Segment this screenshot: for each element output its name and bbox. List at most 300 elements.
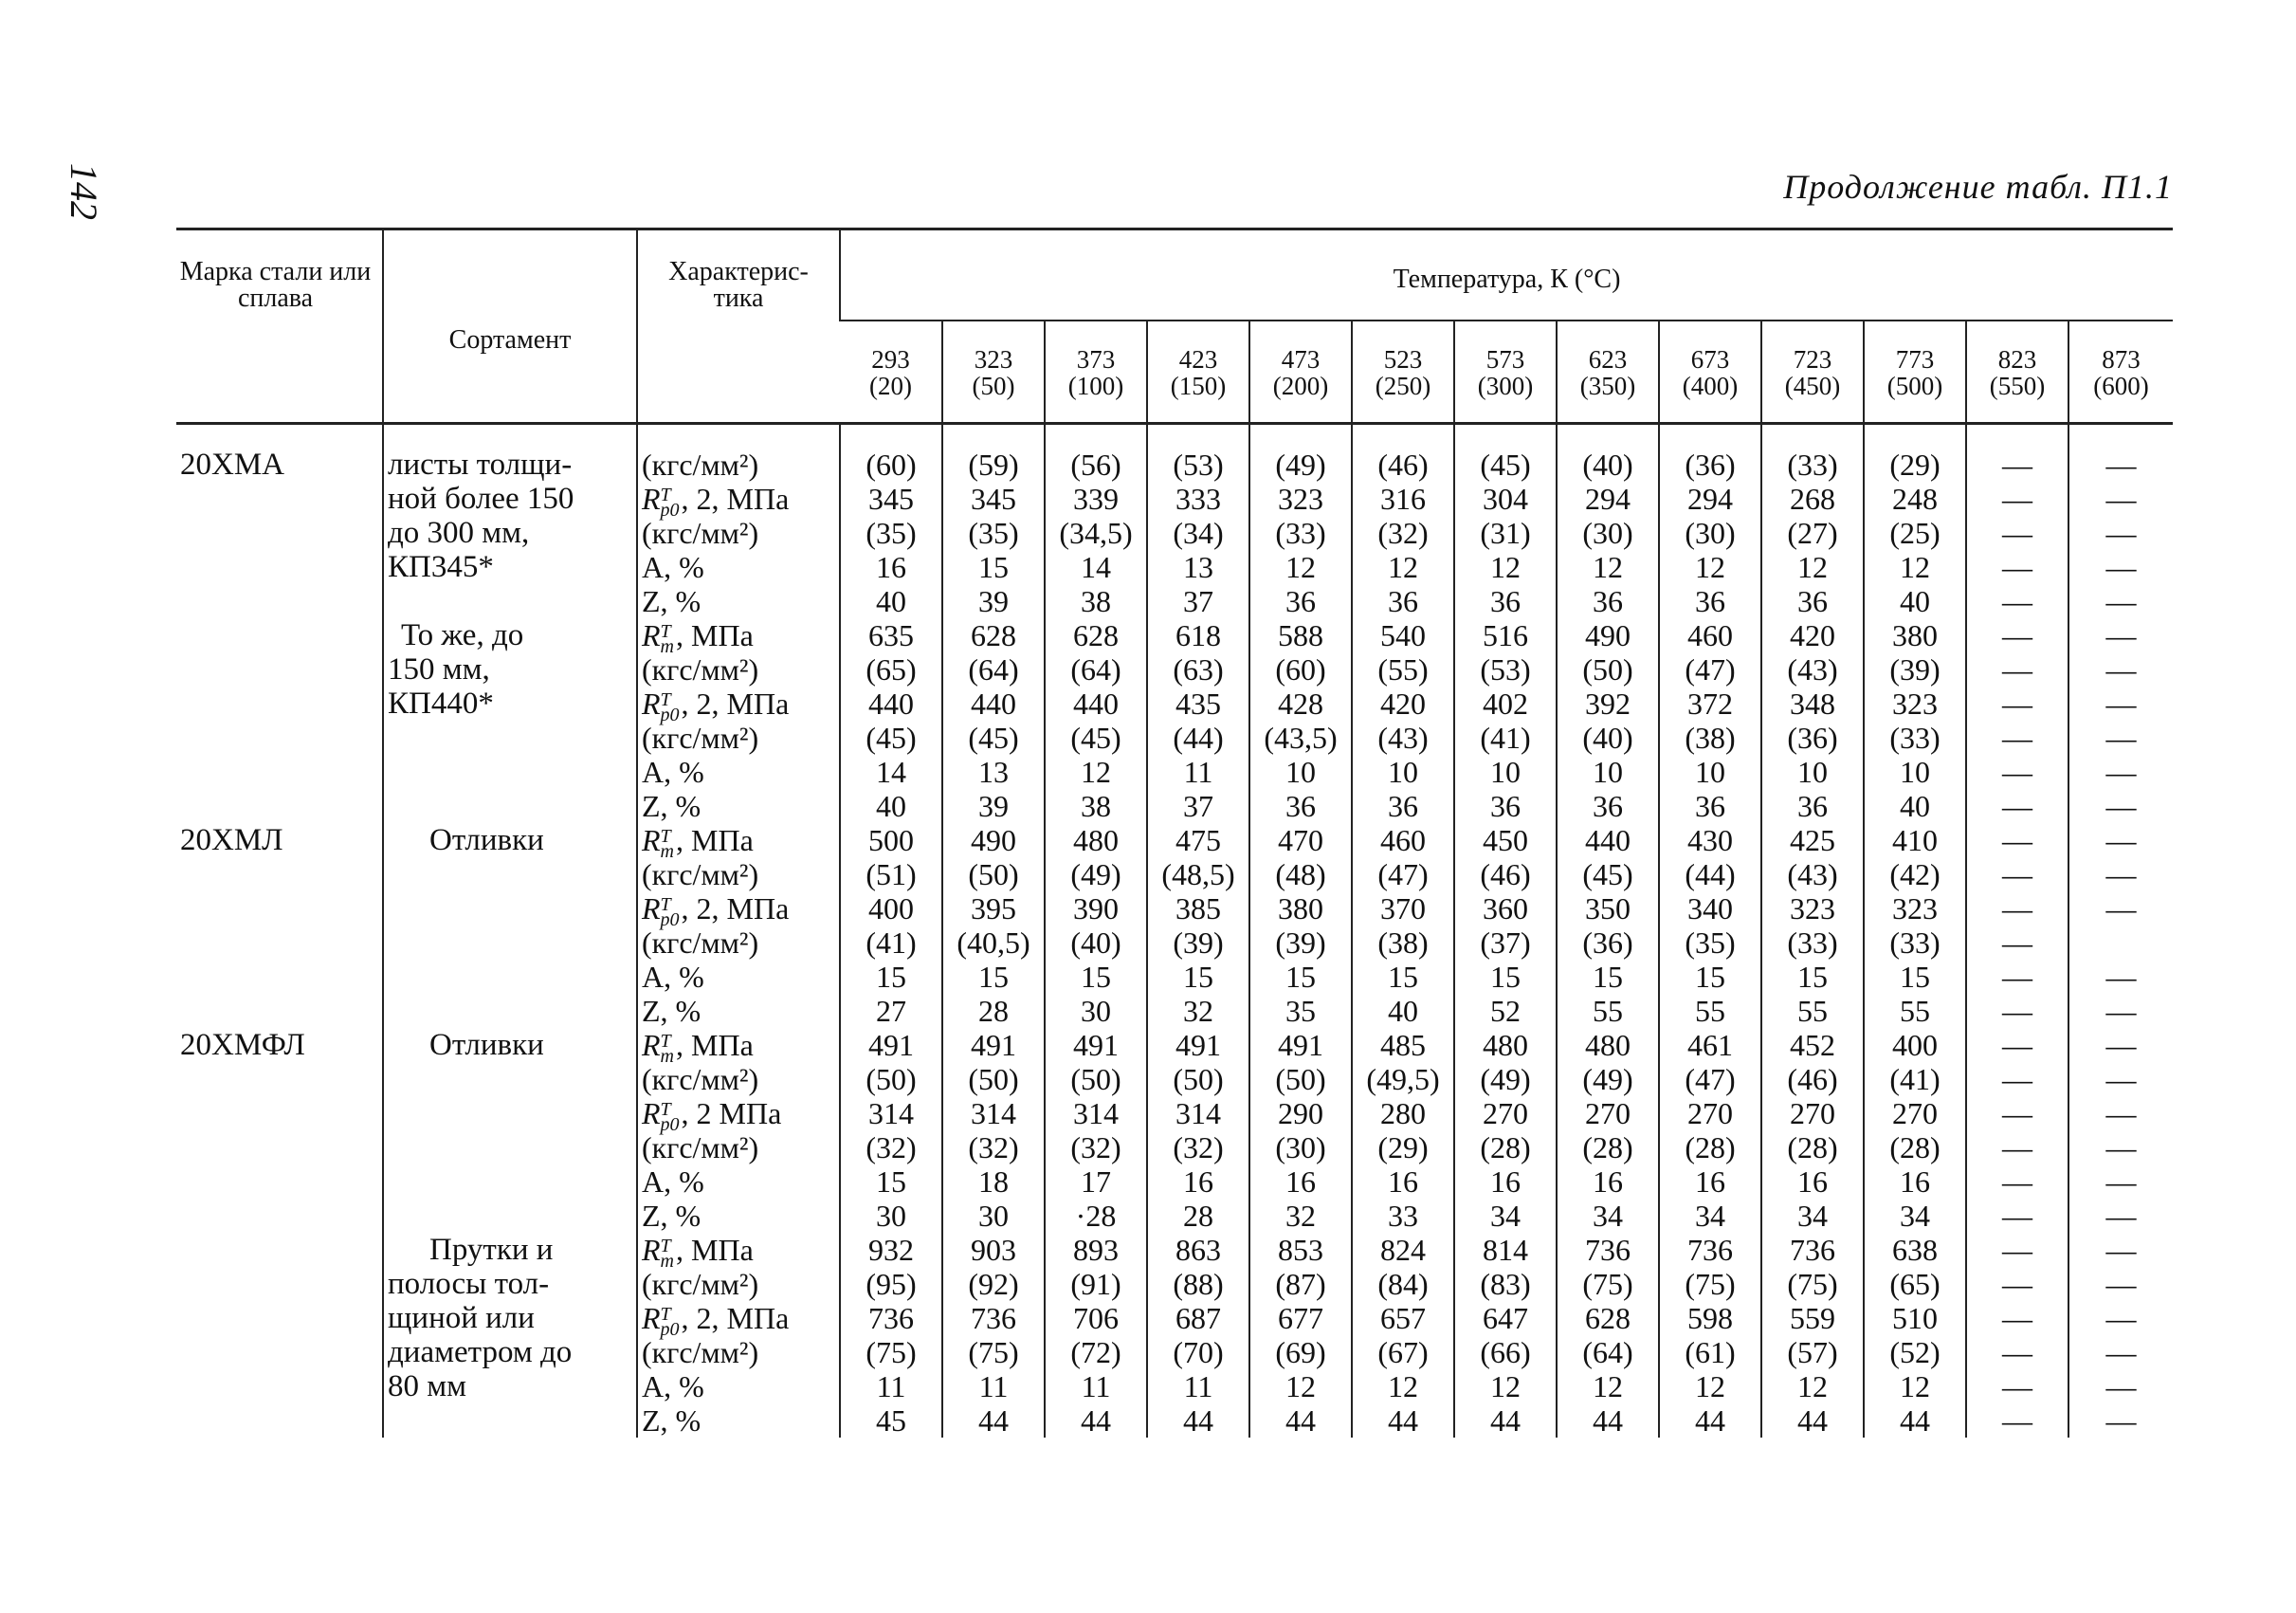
- value-cell: 280: [1380, 1096, 1426, 1130]
- value-cell: (37): [1480, 926, 1531, 960]
- value-cell: 314: [1073, 1096, 1119, 1130]
- value-cell: —: [2002, 1096, 2032, 1130]
- value-cell: (41): [1889, 1062, 1941, 1096]
- value-cell: 323: [1892, 687, 1938, 721]
- value-cell: (31): [1480, 516, 1531, 550]
- value-cell: 12: [1388, 1369, 1418, 1403]
- value-cell: (75): [866, 1335, 917, 1369]
- temperature-kelvin: 373: [1076, 345, 1116, 374]
- value-cell: 372: [1687, 687, 1733, 721]
- value-cell: —: [2105, 482, 2137, 516]
- value-cell: 687: [1175, 1301, 1221, 1335]
- value-cell: 15: [1388, 960, 1418, 994]
- characteristic-cell: Z, %: [642, 994, 702, 1028]
- value-cell: (42): [1889, 857, 1941, 891]
- value-cell: (45): [1070, 721, 1121, 755]
- value-cell: (43): [1377, 721, 1429, 755]
- value-cell: 863: [1175, 1233, 1221, 1267]
- value-cell: (75): [1582, 1267, 1633, 1301]
- value-cell: 55: [1900, 994, 1930, 1028]
- header-temperature: [1557, 321, 1659, 424]
- value-cell: (33): [1787, 448, 1838, 482]
- value-cell: —: [2105, 1369, 2137, 1403]
- value-cell: 647: [1483, 1301, 1528, 1335]
- value-cell: 34: [1797, 1199, 1828, 1233]
- value-cell: —: [2105, 721, 2137, 755]
- value-cell: 270: [1687, 1096, 1733, 1130]
- table-continuation-caption: Продолжение табл. П1.1: [1783, 168, 2173, 206]
- value-cell: 420: [1380, 687, 1426, 721]
- header-product: [383, 229, 637, 424]
- value-cell: 340: [1687, 891, 1733, 926]
- value-cell: (50): [1173, 1062, 1224, 1096]
- value-cell: 475: [1175, 823, 1221, 857]
- temperature-celsius: (600): [2093, 372, 2149, 400]
- value-cell: 10: [1388, 755, 1418, 789]
- value-cell: (72): [1070, 1335, 1121, 1369]
- value-cell: 44: [1900, 1403, 1930, 1438]
- value-cell: 15: [1695, 960, 1725, 994]
- value-cell: 516: [1483, 618, 1528, 652]
- value-cell: 12: [1900, 550, 1930, 584]
- value-cell: 270: [1585, 1096, 1631, 1130]
- characteristic-cell: (кгс/мм²): [642, 448, 759, 482]
- value-cell: (35): [866, 516, 917, 550]
- value-cell: —: [2105, 1028, 2137, 1062]
- value-cell: (46): [1787, 1062, 1838, 1096]
- header-temperature: [942, 321, 1045, 424]
- value-cell: 18: [978, 1164, 1009, 1199]
- value-cell: (41): [1480, 721, 1531, 755]
- value-cell: (92): [968, 1267, 1019, 1301]
- value-cell: (64): [968, 652, 1019, 687]
- value-cell: —: [2105, 823, 2137, 857]
- value-cell: —: [2002, 721, 2032, 755]
- value-cell: (49): [1582, 1062, 1633, 1096]
- characteristic-cell: R T p0 , 2, МПа: [642, 482, 790, 521]
- value-cell: 333: [1175, 482, 1221, 516]
- value-cell: (61): [1685, 1335, 1736, 1369]
- characteristic-cell: Z, %: [642, 1403, 702, 1438]
- value-cell: 52: [1490, 994, 1521, 1028]
- value-cell: 932: [868, 1233, 914, 1267]
- value-cell: 420: [1790, 618, 1835, 652]
- value-cell: 10: [1285, 755, 1316, 789]
- value-cell: 36: [1593, 584, 1623, 618]
- value-cell: 12: [1490, 1369, 1521, 1403]
- value-cell: (40): [1582, 448, 1633, 482]
- value-cell: 12: [1593, 1369, 1623, 1403]
- value-cell: 12: [1490, 550, 1521, 584]
- value-cell: 706: [1073, 1301, 1119, 1335]
- value-cell: (30): [1582, 516, 1633, 550]
- temperature-celsius: (50): [972, 372, 1015, 400]
- value-cell: 15: [1183, 960, 1213, 994]
- value-cell: 44: [978, 1403, 1009, 1438]
- value-cell: 12: [1593, 550, 1623, 584]
- value-cell: —: [2002, 516, 2032, 550]
- value-cell: 304: [1483, 482, 1528, 516]
- value-cell: 491: [971, 1028, 1016, 1062]
- value-cell: 35: [1285, 994, 1316, 1028]
- value-cell: (48,5): [1161, 857, 1235, 891]
- value-cell: 385: [1175, 891, 1221, 926]
- temperature-kelvin: 573: [1485, 345, 1525, 374]
- characteristic-cell: (кгс/мм²): [642, 1130, 759, 1164]
- characteristic-cell: A, %: [642, 1369, 704, 1403]
- temperature-kelvin: 323: [974, 345, 1013, 374]
- value-cell: 38: [1081, 789, 1111, 823]
- value-cell: —: [2002, 1267, 2032, 1301]
- value-cell: 657: [1380, 1301, 1426, 1335]
- value-cell: (64): [1582, 1335, 1633, 1369]
- value-cell: (30): [1275, 1130, 1326, 1164]
- value-cell: (36): [1582, 926, 1633, 960]
- temperature-celsius: (500): [1886, 372, 1943, 400]
- value-cell: —: [2002, 1130, 2032, 1164]
- value-cell: 11: [876, 1369, 906, 1403]
- value-cell: (57): [1787, 1335, 1838, 1369]
- value-cell: (33): [1889, 721, 1941, 755]
- value-cell: 13: [978, 755, 1009, 789]
- value-cell: 618: [1175, 618, 1221, 652]
- value-cell: 40: [1388, 994, 1418, 1028]
- value-cell: 16: [1695, 1164, 1725, 1199]
- value-cell: —: [2002, 1028, 2032, 1062]
- value-cell: 34: [1490, 1199, 1521, 1233]
- value-cell: —: [2105, 516, 2137, 550]
- temperature-column-473: [1249, 424, 1352, 1439]
- value-cell: —: [2002, 1403, 2032, 1438]
- value-cell: 16: [1388, 1164, 1418, 1199]
- value-cell: 490: [971, 823, 1016, 857]
- value-cell: 893: [1073, 1233, 1119, 1267]
- value-cell: (91): [1070, 1267, 1121, 1301]
- value-cell: (55): [1377, 652, 1429, 687]
- characteristic-cell: (кгс/мм²): [642, 516, 759, 550]
- value-cell: 339: [1073, 482, 1119, 516]
- value-cell: (40,5): [957, 926, 1030, 960]
- characteristic-cell: A, %: [642, 1164, 704, 1199]
- value-cell: 736: [1585, 1233, 1631, 1267]
- value-cell: 461: [1687, 1028, 1733, 1062]
- value-cell: (75): [1685, 1267, 1736, 1301]
- value-cell: 44: [1285, 1403, 1316, 1438]
- value-cell: (60): [866, 448, 917, 482]
- characteristic-cell: A, %: [642, 550, 704, 584]
- temperature-celsius: (250): [1375, 372, 1431, 400]
- value-cell: 36: [1388, 789, 1418, 823]
- temperature-column-723: [1761, 424, 1864, 1439]
- value-cell: 13: [1183, 550, 1213, 584]
- value-cell: 12: [1081, 755, 1111, 789]
- value-cell: 440: [868, 687, 914, 721]
- value-cell: 15: [978, 550, 1009, 584]
- temperature-celsius: (300): [1477, 372, 1534, 400]
- value-cell: 17: [1081, 1164, 1111, 1199]
- value-cell: (47): [1685, 1062, 1736, 1096]
- value-cell: (47): [1377, 857, 1429, 891]
- product-line: диаметром до: [388, 1335, 573, 1369]
- value-cell: —: [2002, 1301, 2032, 1335]
- characteristic-column: [637, 424, 840, 1439]
- value-cell: (34): [1173, 516, 1224, 550]
- value-cell: (45): [968, 721, 1019, 755]
- characteristic-cell: R T p0 , 2, МПа: [642, 687, 790, 725]
- temperature-celsius: (100): [1067, 372, 1124, 400]
- value-cell: 37: [1183, 789, 1213, 823]
- value-cell: (32): [968, 1130, 1019, 1164]
- value-cell: 736: [1790, 1233, 1835, 1267]
- value-cell: —: [2105, 550, 2137, 584]
- product-line: То же, до: [401, 618, 524, 652]
- value-cell: 323: [1278, 482, 1323, 516]
- characteristic-cell: (кгс/мм²): [642, 1267, 759, 1301]
- value-cell: 11: [1081, 1369, 1111, 1403]
- value-cell: 16: [1183, 1164, 1213, 1199]
- value-cell: 16: [876, 550, 906, 584]
- value-cell: 485: [1380, 1028, 1426, 1062]
- value-cell: (50): [968, 857, 1019, 891]
- value-cell: 15: [978, 960, 1009, 994]
- grade-column: [176, 424, 383, 1439]
- value-cell: —: [2002, 1062, 2032, 1096]
- value-cell: —: [2002, 448, 2032, 482]
- value-cell: 440: [971, 687, 1016, 721]
- value-cell: 36: [1695, 584, 1725, 618]
- steel-properties-table: [176, 228, 2173, 1438]
- value-cell: 314: [1175, 1096, 1221, 1130]
- value-cell: —: [2105, 994, 2137, 1028]
- header-temperature: [840, 321, 942, 424]
- grade-label: 20ХМА: [180, 448, 285, 482]
- value-cell: (52): [1889, 1335, 1941, 1369]
- value-cell: (64): [1070, 652, 1121, 687]
- value-cell: 540: [1380, 618, 1426, 652]
- header-temperature-group: Температура, К (°С): [840, 229, 2173, 321]
- value-cell: 28: [1183, 1199, 1213, 1233]
- value-cell: (56): [1070, 448, 1121, 482]
- value-cell: —: [2002, 1369, 2032, 1403]
- value-cell: 460: [1687, 618, 1733, 652]
- value-cell: 30: [1081, 994, 1111, 1028]
- value-cell: (32): [1377, 516, 1429, 550]
- value-cell: 38: [1081, 584, 1111, 618]
- value-cell: —: [2105, 1164, 2137, 1199]
- value-cell: —: [2002, 926, 2032, 960]
- value-cell: —: [2105, 687, 2137, 721]
- value-cell: 814: [1483, 1233, 1528, 1267]
- characteristic-cell: (кгс/мм²): [642, 926, 759, 960]
- value-cell: 32: [1285, 1199, 1316, 1233]
- header-grade: Марка стали или сплава: [179, 257, 372, 313]
- value-cell: 345: [868, 482, 914, 516]
- value-cell: 316: [1380, 482, 1426, 516]
- value-cell: 395: [971, 891, 1016, 926]
- characteristic-cell: Z, %: [642, 1199, 702, 1233]
- value-cell: (33): [1889, 926, 1941, 960]
- value-cell: 628: [1073, 618, 1119, 652]
- value-cell: 15: [1900, 960, 1930, 994]
- value-cell: —: [2105, 857, 2137, 891]
- value-cell: 30: [876, 1199, 906, 1233]
- value-cell: 480: [1483, 1028, 1528, 1062]
- value-cell: 12: [1695, 1369, 1725, 1403]
- value-cell: (46): [1377, 448, 1429, 482]
- value-cell: (29): [1889, 448, 1941, 482]
- header-temperature: [1761, 321, 1864, 424]
- characteristic-cell: R T p0 , 2, МПа: [642, 891, 790, 930]
- value-cell: (43): [1787, 652, 1838, 687]
- characteristic-cell: A, %: [642, 755, 704, 789]
- header-temperature: [1249, 321, 1352, 424]
- value-cell: 15: [1285, 960, 1316, 994]
- grade-label: 20ХМФЛ: [180, 1028, 305, 1062]
- value-cell: 15: [1490, 960, 1521, 994]
- value-cell: —: [2002, 891, 2032, 926]
- value-cell: (25): [1889, 516, 1941, 550]
- value-cell: 390: [1073, 891, 1119, 926]
- value-cell: 15: [876, 960, 906, 994]
- product-line: полосы тол-: [388, 1267, 550, 1301]
- value-cell: —: [2105, 1233, 2137, 1267]
- temperature-celsius: (150): [1170, 372, 1227, 400]
- characteristic-cell: R T m , МПа: [642, 618, 754, 657]
- value-cell: —: [2105, 1096, 2137, 1130]
- value-cell: 36: [1285, 789, 1316, 823]
- value-cell: (70): [1173, 1335, 1224, 1369]
- product-line: до 300 мм,: [388, 516, 530, 550]
- value-cell: (50): [1582, 652, 1633, 687]
- value-cell: 11: [1183, 755, 1213, 789]
- value-cell: 736: [971, 1301, 1016, 1335]
- value-cell: (49): [1480, 1062, 1531, 1096]
- value-cell: (67): [1377, 1335, 1429, 1369]
- value-cell: 16: [1797, 1164, 1828, 1199]
- value-cell: 736: [1687, 1233, 1733, 1267]
- characteristic-cell: R T m , МПа: [642, 1028, 754, 1067]
- value-cell: 559: [1790, 1301, 1835, 1335]
- value-cell: —: [2002, 857, 2032, 891]
- value-cell: 34: [1593, 1199, 1623, 1233]
- value-cell: —: [2002, 755, 2032, 789]
- value-cell: —: [2002, 618, 2032, 652]
- value-cell: —: [2105, 755, 2137, 789]
- value-cell: 323: [1892, 891, 1938, 926]
- value-cell: (40): [1582, 721, 1633, 755]
- value-cell: 853: [1278, 1233, 1323, 1267]
- value-cell: 635: [868, 618, 914, 652]
- value-cell: (45): [1480, 448, 1531, 482]
- value-cell: (35): [968, 516, 1019, 550]
- value-cell: 638: [1892, 1233, 1938, 1267]
- value-cell: (49): [1070, 857, 1121, 891]
- value-cell: 270: [1483, 1096, 1528, 1130]
- value-cell: (32): [866, 1130, 917, 1164]
- value-cell: (48): [1275, 857, 1326, 891]
- value-cell: —: [2002, 1335, 2032, 1369]
- value-cell: —: [2002, 1233, 2032, 1267]
- value-cell: —: [2105, 789, 2137, 823]
- value-cell: 34: [1695, 1199, 1725, 1233]
- temperature-celsius: (350): [1579, 372, 1636, 400]
- value-cell: 44: [1490, 1403, 1521, 1438]
- value-cell: (51): [866, 857, 917, 891]
- value-cell: 36: [1285, 584, 1316, 618]
- temperature-column-823: [1966, 424, 2068, 1439]
- value-cell: 410: [1892, 823, 1938, 857]
- value-cell: (32): [1173, 1130, 1224, 1164]
- temperature-column-523: [1352, 424, 1454, 1439]
- header-temperature: [1454, 321, 1557, 424]
- value-cell: —: [2105, 1267, 2137, 1301]
- value-cell: 36: [1490, 584, 1521, 618]
- value-cell: —: [2002, 687, 2032, 721]
- value-cell: 55: [1593, 994, 1623, 1028]
- value-cell: 314: [971, 1096, 1016, 1130]
- temperature-kelvin: 773: [1895, 345, 1935, 374]
- header-temperature: [1659, 321, 1761, 424]
- value-cell: 45: [876, 1403, 906, 1438]
- value-cell: (49,5): [1366, 1062, 1440, 1096]
- value-cell: (28): [1582, 1130, 1633, 1164]
- value-cell: 10: [1593, 755, 1623, 789]
- value-cell: 55: [1797, 994, 1828, 1028]
- value-cell: —: [2105, 1199, 2137, 1233]
- value-cell: 402: [1483, 687, 1528, 721]
- value-cell: 588: [1278, 618, 1323, 652]
- value-cell: 33: [1388, 1199, 1418, 1233]
- value-cell: 428: [1278, 687, 1323, 721]
- value-cell: 40: [1900, 584, 1930, 618]
- value-cell: 40: [876, 789, 906, 823]
- value-cell: 598: [1687, 1301, 1733, 1335]
- value-cell: 270: [1892, 1096, 1938, 1130]
- value-cell: 11: [1183, 1369, 1213, 1403]
- value-cell: (27): [1787, 516, 1838, 550]
- value-cell: 270: [1790, 1096, 1835, 1130]
- value-cell: 28: [978, 994, 1009, 1028]
- temperature-kelvin: 473: [1281, 345, 1321, 374]
- product-line: 80 мм: [388, 1369, 467, 1403]
- temperature-celsius: (20): [869, 372, 912, 400]
- value-cell: 36: [1695, 789, 1725, 823]
- header-characteristic: Характерис-тика: [637, 229, 840, 424]
- value-cell: 55: [1695, 994, 1725, 1028]
- characteristic-cell: (кгс/мм²): [642, 857, 759, 891]
- header-temperature: [1045, 321, 1147, 424]
- value-cell: —: [2002, 482, 2032, 516]
- value-cell: 44: [1183, 1403, 1213, 1438]
- value-cell: (50): [1070, 1062, 1121, 1096]
- value-cell: (43,5): [1264, 721, 1338, 755]
- header-temperature: [1864, 321, 1966, 424]
- value-cell: 268: [1790, 482, 1835, 516]
- temperature-celsius: (450): [1784, 372, 1841, 400]
- value-cell: 27: [876, 994, 906, 1028]
- value-cell: (32): [1070, 1130, 1121, 1164]
- value-cell: 39: [978, 789, 1009, 823]
- value-cell: 12: [1797, 550, 1828, 584]
- value-cell: 44: [1593, 1403, 1623, 1438]
- value-cell: 392: [1585, 687, 1631, 721]
- value-cell: (75): [1787, 1267, 1838, 1301]
- value-cell: (69): [1275, 1335, 1326, 1369]
- value-cell: —: [2105, 1301, 2137, 1335]
- value-cell: 32: [1183, 994, 1213, 1028]
- value-cell: 480: [1073, 823, 1119, 857]
- product-line: листы толщи-: [388, 448, 573, 482]
